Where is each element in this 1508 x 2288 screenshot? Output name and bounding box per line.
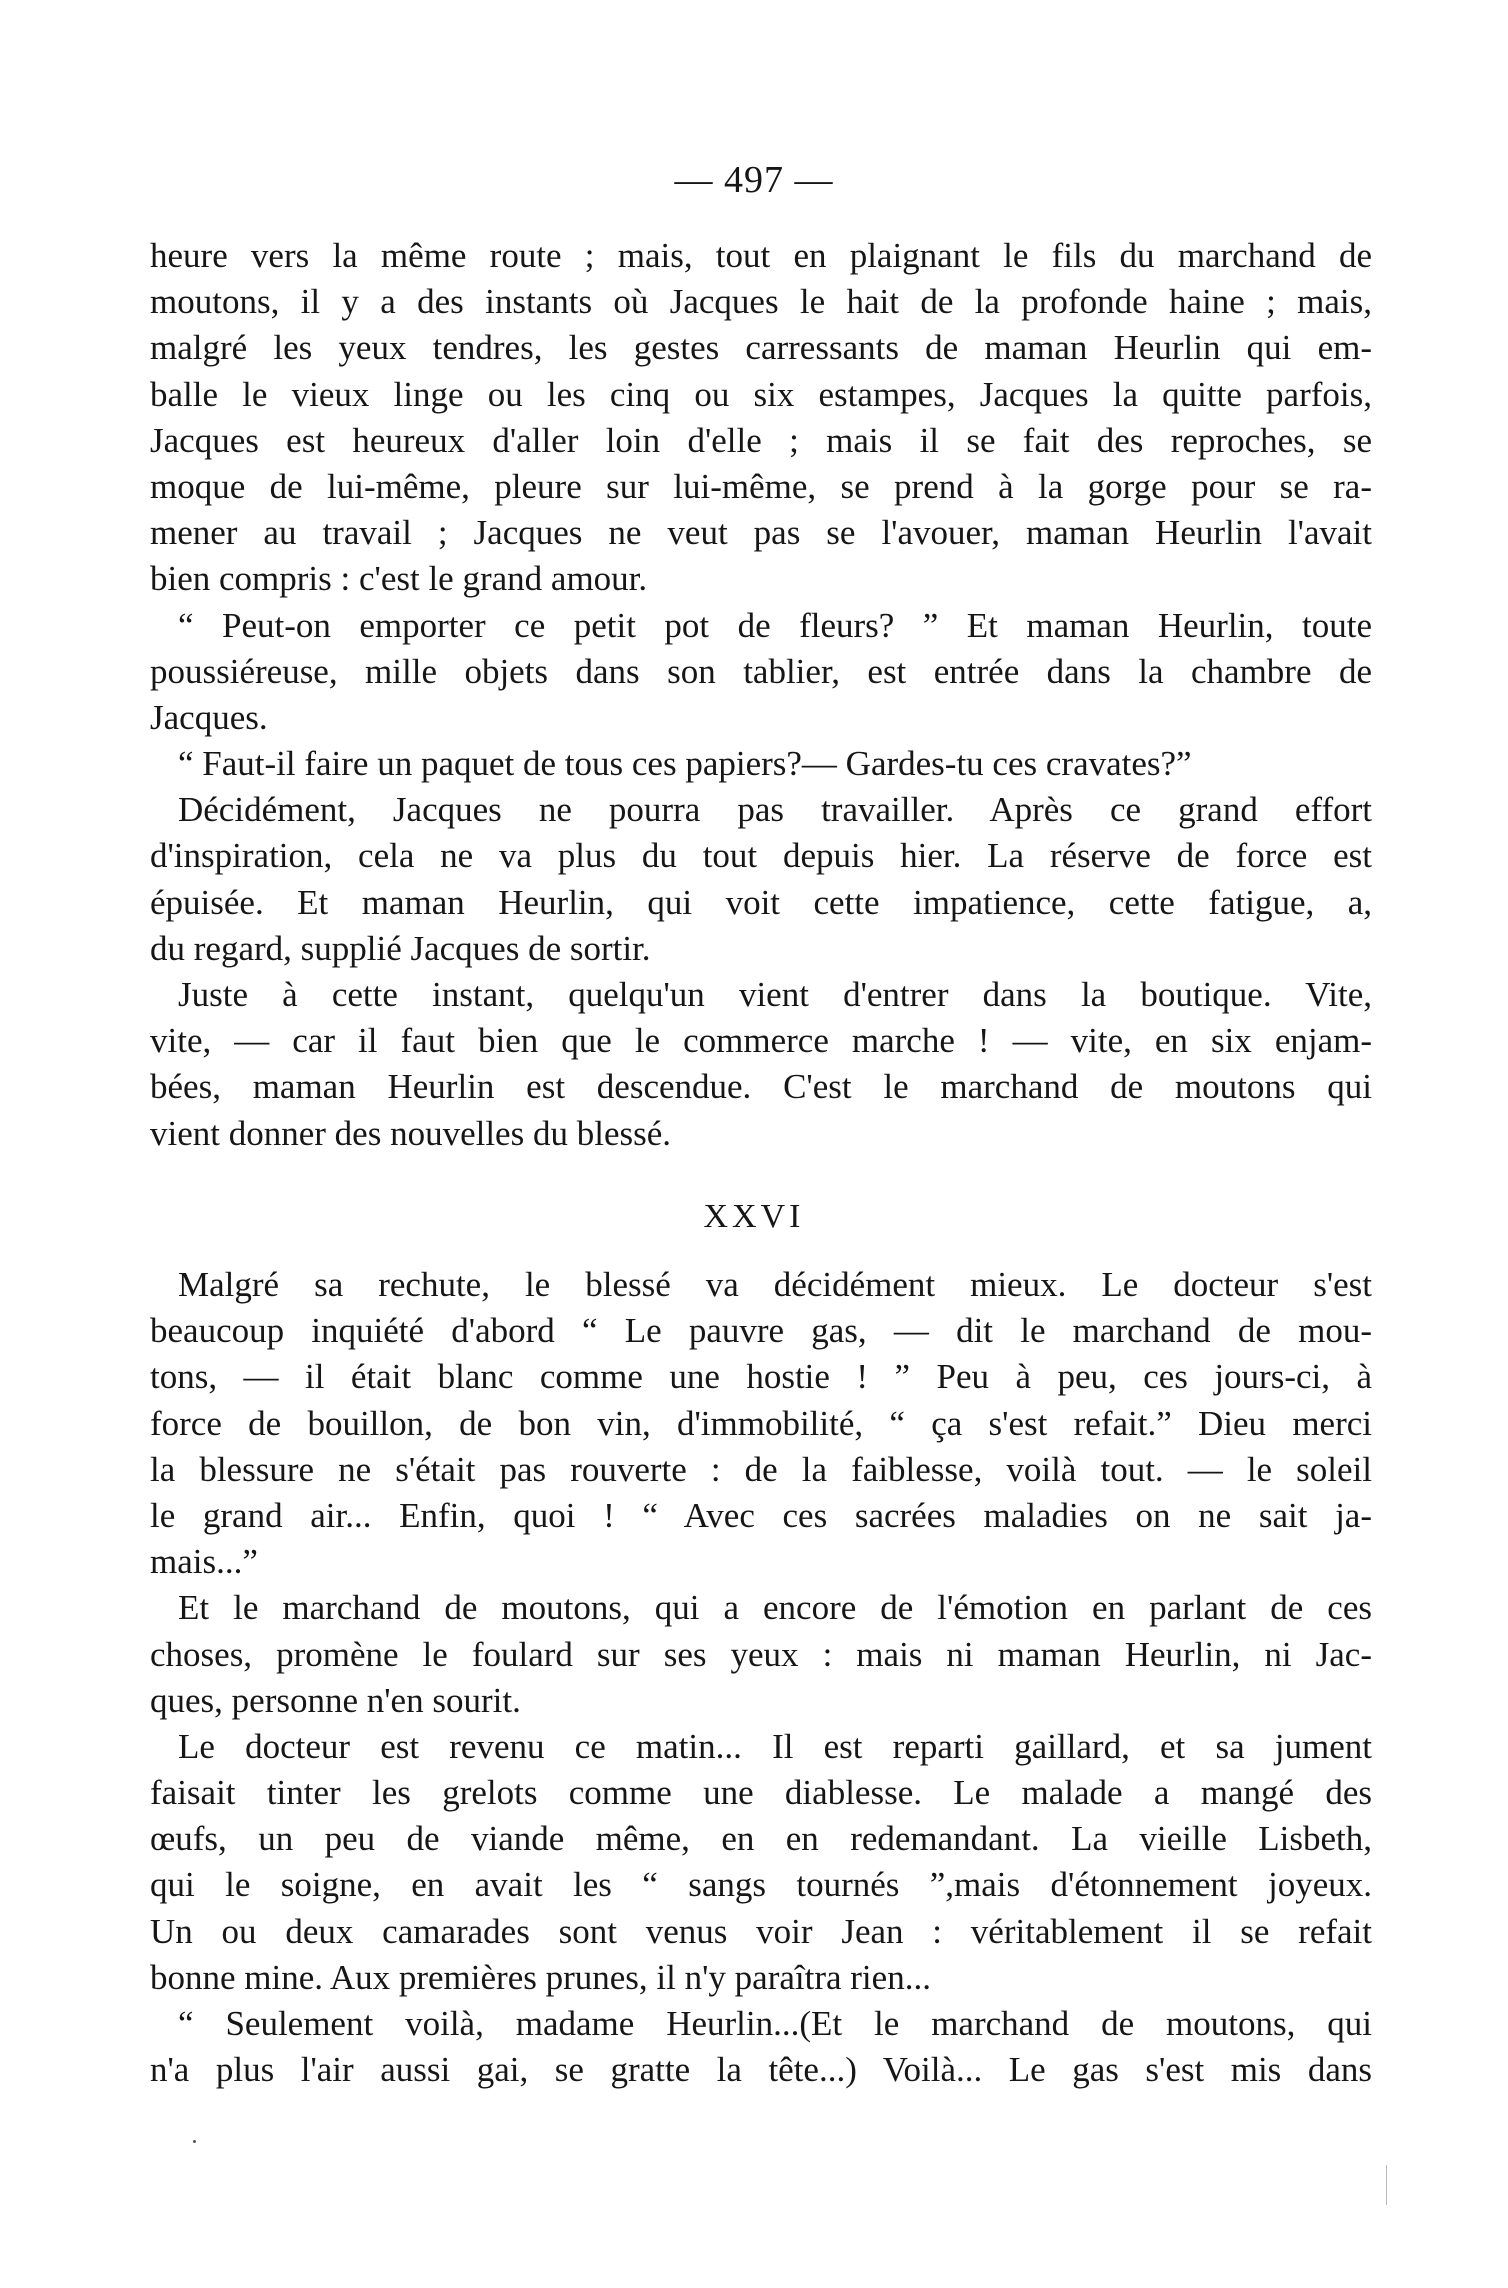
text-line: Malgré sa rechute, le blessé va décidément mieux. Le docteur s'est bbox=[178, 1265, 1372, 1304]
text-line: épuisée. Et maman Heurlin, qui voit cette impatience, cette fatigue, a, bbox=[150, 882, 1372, 922]
text-line: Jacques est heureux d'aller loin d'elle ; mais il se fait des reproches, se bbox=[150, 420, 1372, 460]
margin-mark bbox=[1386, 2165, 1387, 2205]
text-line: balle le vieux linge ou les cinq ou six estampes, Jacques la quitte parfois, bbox=[150, 374, 1372, 414]
text-line: faisait tinter les grelots comme une diablesse. Le malade a mangé des bbox=[150, 1773, 1372, 1813]
text-line: ques, personne n'en sourit. bbox=[150, 1680, 521, 1720]
text-line: vite, — car il faut bien que le commerce marche ! — vite, en six enjam- bbox=[150, 1021, 1372, 1061]
text-line: œufs, un peu de viande même, en en redemandant. La vieille Lisbeth, bbox=[150, 1819, 1372, 1859]
text-line: Et le marchand de moutons, qui a encore de l'émotion en parlant de ces bbox=[178, 1588, 1372, 1628]
text-line: tons, — il était blanc comme une hostie ! ” Peu à peu, ces jours-ci, à bbox=[150, 1357, 1372, 1397]
text-block-after-chapter bbox=[150, 1262, 1372, 2093]
text-line: “ Peut-on emporter ce petit pot de fleurs? ” Et maman Heurlin, toute bbox=[178, 605, 1372, 645]
text-line: malgré les yeux tendres, les gestes carressants de maman Heurlin qui em- bbox=[150, 328, 1372, 368]
text-line: n'a plus l'air aussi gai, se gratte la tête...) Voilà... Le gas s'est mis dans bbox=[150, 2050, 1372, 2090]
text-line: Un ou deux camarades sont venus voir Jean : véritablement il se refait bbox=[150, 1911, 1372, 1951]
page-number: — 497 — bbox=[674, 159, 834, 201]
text-line: force de bouillon, de bon vin, d'immobilité, “ ça s'est refait.” Dieu merci bbox=[150, 1403, 1372, 1443]
text-line: Décidément, Jacques ne pourra pas travailler. Après ce grand effort bbox=[178, 790, 1372, 830]
text-line: du regard, supplié Jacques de sortir. bbox=[150, 928, 651, 968]
text-line: choses, promène le foulard sur ses yeux : mais ni maman Heurlin, ni Jac- bbox=[150, 1634, 1372, 1674]
text-line: vient donner des nouvelles du blessé. bbox=[150, 1113, 672, 1153]
text-line: mener au travail ; Jacques ne veut pas se l'avouer, maman Heurlin l'avait bbox=[150, 513, 1372, 553]
text-line: bien compris : c'est le grand amour. bbox=[150, 559, 648, 599]
text-line: bées, maman Heurlin est descendue. C'est le marchand de moutons qui bbox=[150, 1067, 1372, 1107]
text-line: “ Seulement voilà, madame Heurlin...(Et le marchand de moutons, qui bbox=[178, 2004, 1372, 2043]
text-line: moque de lui-même, pleure sur lui-même, se prend à la gorge pour se ra- bbox=[150, 466, 1372, 506]
text-line: d'inspiration, cela ne va plus du tout depuis hier. La réserve de force est bbox=[150, 836, 1372, 876]
text-line: moutons, il y a des instants où Jacques le hait de la profonde haine ; mais, bbox=[150, 282, 1372, 322]
text-line: “ Faut-il faire un paquet de tous ces papiers?— Gardes-tu ces cravates?” bbox=[178, 744, 1192, 784]
text-line: la blessure ne s'était pas rouverte : de la faiblesse, voilà tout. — le soleil bbox=[150, 1449, 1372, 1489]
text-line: beaucoup inquiété d'abord “ Le pauvre gas, — dit le marchand de mou- bbox=[150, 1311, 1372, 1351]
text-line: poussiéreuse, mille objets dans son tablier, est entrée dans la chambre de bbox=[150, 651, 1372, 691]
text-line: bonne mine. Aux premières prunes, il n'y paraîtra rien... bbox=[150, 1957, 931, 1997]
text-line: heure vers la même route ; mais, tout en plaignant le fils du marchand de bbox=[150, 236, 1372, 275]
ink-speck bbox=[193, 2140, 196, 2143]
text-line: Juste à cette instant, quelqu'un vient d'entrer dans la boutique. Vite, bbox=[178, 975, 1372, 1014]
text-line: Le docteur est revenu ce matin... Il est reparti gaillard, et sa jument bbox=[178, 1726, 1372, 1766]
text-block-before-chapter bbox=[150, 233, 1372, 1157]
text-line: Jacques. bbox=[150, 697, 268, 737]
text-line: mais...” bbox=[150, 1542, 258, 1582]
chapter-heading: XXVI bbox=[703, 1198, 805, 1235]
text-line: le grand air... Enfin, quoi ! “ Avec ces sacrées maladies on ne sait ja- bbox=[150, 1495, 1372, 1535]
text-line: qui le soigne, en avait les “ sangs tournés ”,mais d'étonnement joyeux. bbox=[150, 1865, 1372, 1905]
